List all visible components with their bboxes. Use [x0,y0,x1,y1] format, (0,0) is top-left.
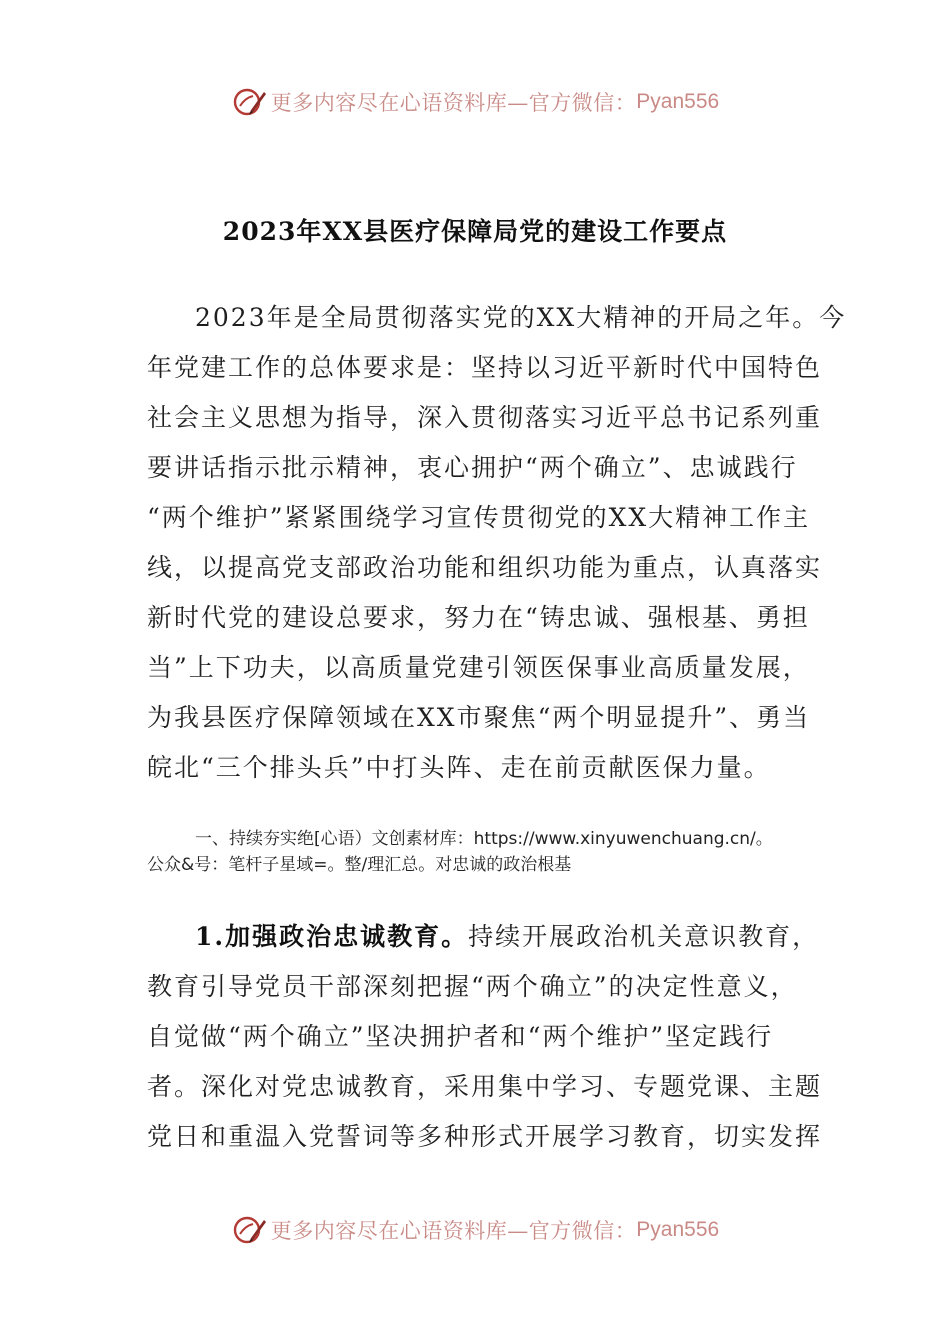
note-line: 一、持续夯实绝[心语）文创素材库：https://www.xinyuwenchuang.cn/。 [195,829,773,849]
watermark-text: 更多内容尽在心语资料库—官方微信： [270,91,637,115]
intro-paragraph [147,293,847,793]
page-title: 2023年XX县医疗保障局党的建设工作要点 [222,217,728,246]
watermark-wechat-id: Pyan556 [636,1218,720,1241]
intro-line: 皖北“三个排头兵”中打头阵、走在前贡献医保力量。 [147,753,771,782]
section-1-paragraph [147,912,823,1162]
intro-line: 社会主义思想为指导，深入贯彻落实习近平总书记系列重 [147,403,823,432]
pen-logo-icon [231,84,267,120]
pen-logo-icon [231,1212,267,1248]
section-1-heading: 1.加强政治忠诚教育。 [195,922,469,951]
watermark-wechat-id: Pyan556 [636,90,720,113]
intro-line: 2023年是全局贯彻落实党的XX大精神的开局之年。今 [195,303,847,332]
section-1-line: 教育引导党员干部深刻把握“两个确立”的决定性意义， [147,972,798,1001]
section-1-line: 者。深化对党忠诚教育，采用集中学习、专题党课、主题 [147,1072,823,1101]
header-watermark [0,82,950,122]
section-note [147,826,807,878]
section-1-first-line [147,912,820,962]
intro-line: 当”上下功夫，以高质量党建引领医保事业高质量发展， [147,653,810,682]
intro-line: 年党建工作的总体要求是：坚持以习近平新时代中国特色 [147,353,823,382]
intro-line: 要讲话指示批示精神，衷心拥护“两个确立”、忠诚践行 [147,453,798,482]
intro-line: “两个维护”紧紧围绕学习宣传贯彻党的XX大精神工作主 [147,503,811,532]
section-1-line: 党日和重温入党誓词等多种形式开展学习教育，切实发挥 [147,1122,823,1151]
intro-line: 为我县医疗保障领域在XX市聚焦“两个明显提升”、勇当 [147,703,811,732]
footer-watermark [0,1210,950,1250]
section-1-line: 自觉做“两个确立”坚决拥护者和“两个维护”坚定践行 [147,1022,774,1051]
intro-line: 线，以提高党支部政治功能和组织功能为重点，认真落实 [147,553,823,582]
note-line: 公众&号：笔杆子星域=。整/理汇总。对忠诚的政治根基 [147,855,572,875]
watermark-text: 更多内容尽在心语资料库—官方微信： [270,1219,637,1243]
section-1-first-line-text: 持续开展政治机关意识教育， [468,922,820,951]
intro-line: 新时代党的建设总要求，努力在“铸忠诚、强根基、勇担 [147,603,810,632]
